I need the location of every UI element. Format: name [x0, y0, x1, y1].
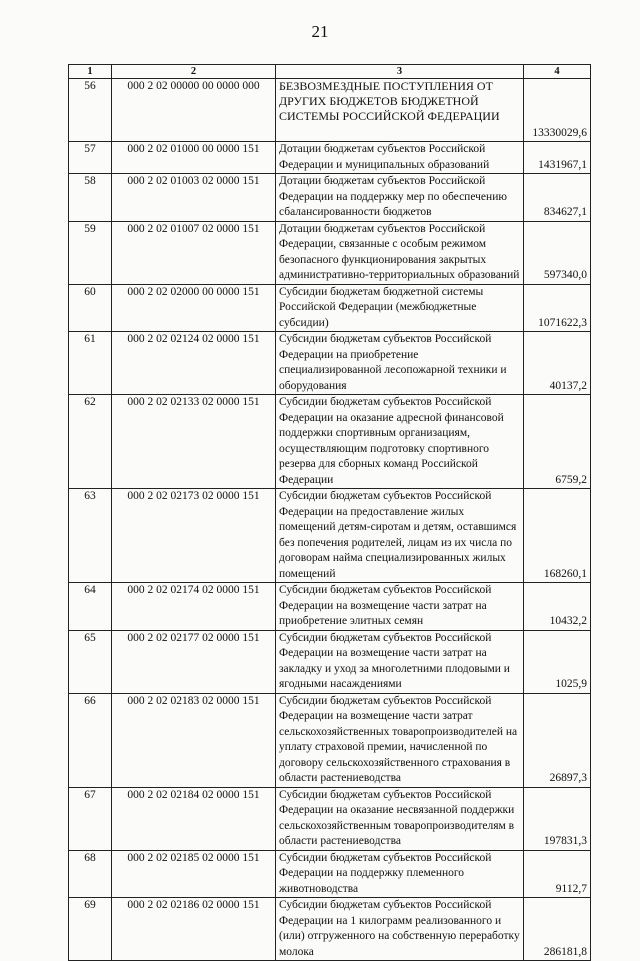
classification-code: 000 2 02 02184 02 0000 151: [112, 787, 276, 850]
classification-code: 000 2 02 01003 02 0000 151: [112, 174, 276, 222]
revenue-name: БЕЗВОЗМЕЗДНЫЕ ПОСТУПЛЕНИЯ ОТ ДРУГИХ БЮДЖЕТОВ БЮДЖЕТНОЙ СИСТЕМЫ РОССИЙСКОЙ ФЕДЕРАЦИИ: [276, 79, 524, 142]
classification-code: 000 2 02 02124 02 0000 151: [112, 332, 276, 395]
row-number: 68: [69, 850, 112, 898]
column-header-3: 3: [276, 65, 524, 79]
table-row: [69, 898, 591, 961]
table-body: [69, 79, 591, 961]
row-number: 64: [69, 583, 112, 631]
classification-code: 000 2 02 01000 00 0000 151: [112, 142, 276, 174]
page-number: 21: [311, 22, 329, 41]
classification-code: 000 2 02 00000 00 0000 000: [112, 79, 276, 142]
row-number: 65: [69, 630, 112, 693]
row-number: 62: [69, 395, 112, 489]
row-number: 61: [69, 332, 112, 395]
amount-value: 1071622,3: [524, 284, 591, 332]
amount-value: 1431967,1: [524, 142, 591, 174]
classification-code: 000 2 02 02174 02 0000 151: [112, 583, 276, 631]
amount-value: 40137,2: [524, 332, 591, 395]
column-header-2: 2: [112, 65, 276, 79]
revenue-name: Субсидии бюджетам субъектов Российской Федерации на приобретение специализированной лесопожарной техники и оборудования: [276, 332, 524, 395]
row-number: 60: [69, 284, 112, 332]
amount-value: 9112,7: [524, 850, 591, 898]
revenue-name: Субсидии бюджетам субъектов Российской Федерации на возмещение части затрат на приобретение элитных семян: [276, 583, 524, 631]
table-row: [69, 142, 591, 174]
amount-value: 1025,9: [524, 630, 591, 693]
table-row: [69, 630, 591, 693]
classification-code: 000 2 02 02173 02 0000 151: [112, 489, 276, 583]
row-number: 58: [69, 174, 112, 222]
row-number: 59: [69, 221, 112, 284]
column-header-4: 4: [524, 65, 591, 79]
revenue-name: Дотации бюджетам субъектов Российской Федерации, связанные с особым режимом безопасного функционирования закрытых административно-территориальных образований: [276, 221, 524, 284]
amount-value: 6759,2: [524, 395, 591, 489]
row-number: 57: [69, 142, 112, 174]
row-number: 66: [69, 693, 112, 787]
table-row: [69, 787, 591, 850]
classification-code: 000 2 02 01007 02 0000 151: [112, 221, 276, 284]
amount-value: 197831,3: [524, 787, 591, 850]
column-header-1: 1: [69, 65, 112, 79]
classification-code: 000 2 02 02133 02 0000 151: [112, 395, 276, 489]
amount-value: 26897,3: [524, 693, 591, 787]
row-number: 67: [69, 787, 112, 850]
table-row: [69, 174, 591, 222]
revenue-name: Субсидии бюджетам субъектов Российской Федерации на предоставление жилых помещений детям-сиротам и детям, оставшимся без попечения родителей, лицам из их числа по договорам найма специализированных жилых помещений: [276, 489, 524, 583]
revenue-name: Дотации бюджетам субъектов Российской Федерации на поддержку мер по обеспечению сбалансированности бюджетов: [276, 174, 524, 222]
table-header-row: [69, 65, 591, 79]
budget-revenue-table: [68, 64, 591, 961]
amount-value: 834627,1: [524, 174, 591, 222]
table-row: [69, 79, 591, 142]
amount-value: 10432,2: [524, 583, 591, 631]
revenue-name: Дотации бюджетам субъектов Российской Федерации и муниципальных образований: [276, 142, 524, 174]
amount-value: 286181,8: [524, 898, 591, 961]
classification-code: 000 2 02 02177 02 0000 151: [112, 630, 276, 693]
revenue-name: Субсидии бюджетам субъектов Российской Федерации на оказание несвязанной поддержки сельскохозяйственным товаропроизводителям в области растениеводства: [276, 787, 524, 850]
revenue-name: Субсидии бюджетам бюджетной системы Российской Федерации (межбюджетные субсидии): [276, 284, 524, 332]
table-row: [69, 332, 591, 395]
classification-code: 000 2 02 02186 02 0000 151: [112, 898, 276, 961]
revenue-name: Субсидии бюджетам субъектов Российской Федерации на возмещение части затрат на закладку и уход за многолетними плодовыми и ягодными насаждениями: [276, 630, 524, 693]
amount-value: 13330029,6: [524, 79, 591, 142]
row-number: 69: [69, 898, 112, 961]
classification-code: 000 2 02 02185 02 0000 151: [112, 850, 276, 898]
revenue-name: Субсидии бюджетам субъектов Российской Федерации на возмещение части затрат сельскохозяйственных товаропроизводителей на уплату страховой премии, начисленной по договору сельскохозяйственного страхования в области растениеводства: [276, 693, 524, 787]
table-row: [69, 850, 591, 898]
table-row: [69, 284, 591, 332]
revenue-name: Субсидии бюджетам субъектов Российской Федерации на 1 килограмм реализованного и (или) отгруженного на собственную переработку молока: [276, 898, 524, 961]
revenue-name: Субсидии бюджетам субъектов Российской Федерации на поддержку племенного животноводства: [276, 850, 524, 898]
table-row: [69, 693, 591, 787]
table-row: [69, 583, 591, 631]
table-row: [69, 395, 591, 489]
revenue-name: Субсидии бюджетам субъектов Российской Федерации на оказание адресной финансовой поддержки спортивным организациям, осуществляющим подготовку спортивного резерва для сборных команд Российской Федерации: [276, 395, 524, 489]
amount-value: 597340,0: [524, 221, 591, 284]
table-row: [69, 489, 591, 583]
row-number: 56: [69, 79, 112, 142]
row-number: 63: [69, 489, 112, 583]
classification-code: 000 2 02 02000 00 0000 151: [112, 284, 276, 332]
amount-value: 168260,1: [524, 489, 591, 583]
classification-code: 000 2 02 02183 02 0000 151: [112, 693, 276, 787]
table-row: [69, 221, 591, 284]
